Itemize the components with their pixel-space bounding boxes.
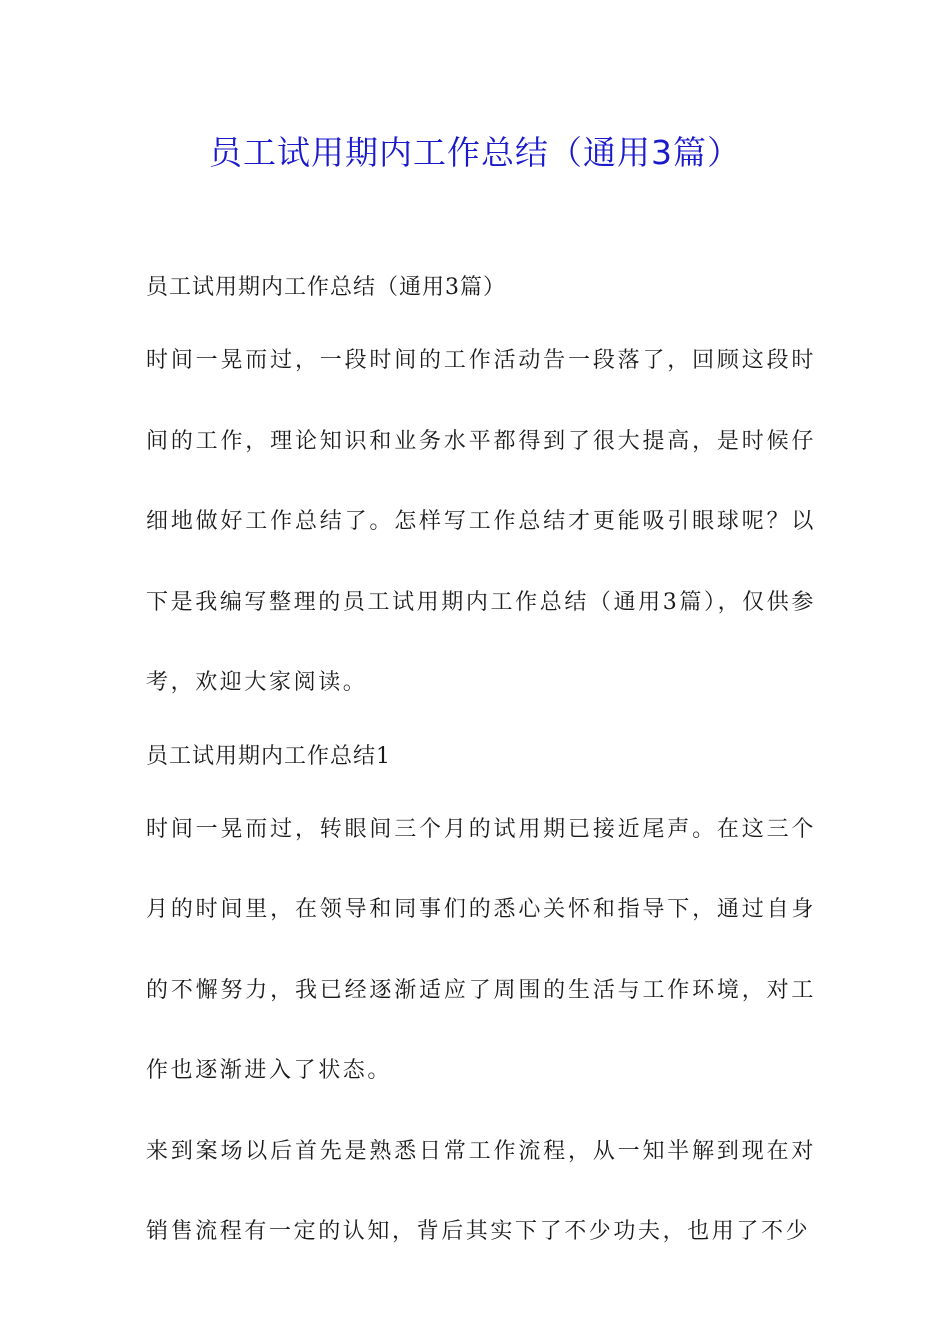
section-heading: 员工试用期内工作总结1 (146, 743, 391, 769)
document-body (146, 255, 816, 1273)
subtitle-line: 员工试用期内工作总结（通用3篇） (146, 275, 506, 300)
section-paragraph: 来到案场以后首先是熟悉日常工作流程，从一知半解到现在对销售流程有一定的认知，背后其实下了不少功夫，也用了不少 (146, 1138, 816, 1244)
intro-paragraph: 时间一晃而过，一段时间的工作活动告一段落了，回顾这段时间的工作，理论知识和业务水平都得到了很大提高，是时候仔细地做好工作总结了。怎样写工作总结才更能吸引眼球呢？以下是我编写整理的员工试用期内工作总结（通用3篇），仅供参考，欢迎大家阅读。 (146, 348, 816, 695)
section-paragraph: 时间一晃而过，转眼间三个月的试用期已接近尾声。在这三个月的时间里，在领导和同事们的悉心关怀和指导下，通过自身的不懈努力，我已经逐渐适应了周围的生活与工作环境，对工作也逐渐进入了状态。 (146, 816, 816, 1083)
document-title: 员工试用期内工作总结（通用3篇） (209, 133, 741, 172)
